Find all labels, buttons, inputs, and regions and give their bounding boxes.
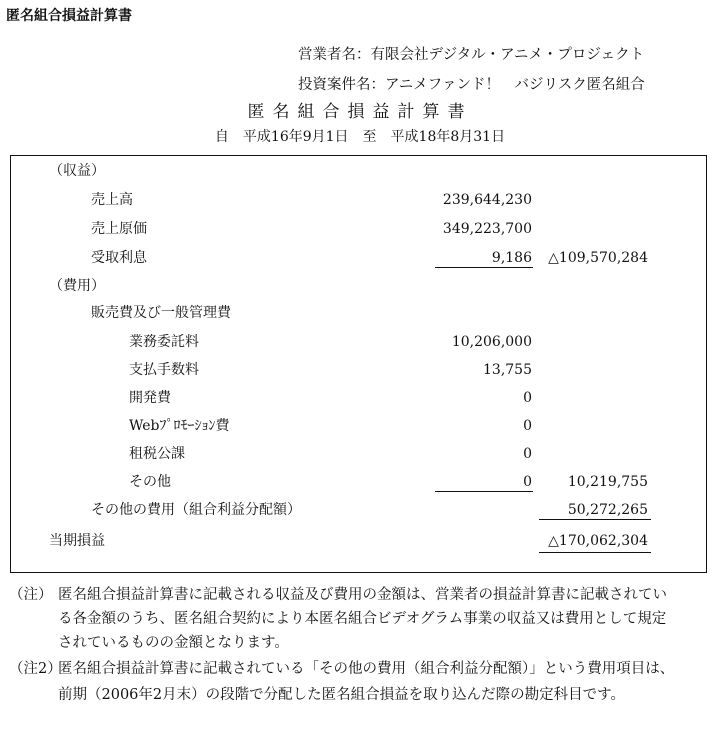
table-row-outsourcing-fee — [11, 329, 708, 355]
footnote-number: （注） — [9, 587, 53, 603]
row-label: 業務委託料 — [129, 334, 199, 350]
table-row-sga — [11, 300, 708, 326]
subtotal-underline — [435, 491, 533, 492]
case-name: 投資案件名：アニメファンド！ バジリスク匿名組合 — [298, 77, 645, 93]
row-label: 売上原価 — [91, 221, 147, 237]
grand-total-underline — [539, 552, 651, 553]
income-statement-table — [10, 155, 707, 573]
statement-period: 自 平成16年9月1日 至 平成18年8月31日 — [214, 129, 506, 145]
table-row-net-income — [11, 528, 708, 554]
row-label: （費用） — [49, 278, 105, 294]
row-label: 当期損益 — [49, 533, 105, 549]
row-amount: 0 — [523, 418, 532, 434]
table-row-interest-received — [11, 245, 708, 271]
row-label: 支払手数料 — [129, 362, 199, 378]
row-amount: 9,186 — [491, 250, 532, 266]
row-label: その他 — [129, 474, 171, 490]
statement-title: 匿名組合損益計算書 — [247, 102, 473, 122]
row-total: △170,062,304 — [548, 533, 648, 549]
row-amount: 13,755 — [483, 362, 532, 378]
footnote-line: 前期（2006年2月末）の段階で分配した匿名組合損益を取り込んだ際の勘定科目です。 — [58, 687, 625, 703]
table-row-taxes — [11, 441, 708, 467]
row-amount: 239,644,230 — [442, 192, 532, 208]
footnote-line: る各金額のうち、匿名組合契約により本匿名組合ビデオグラム事業の収益又は費用として規定 — [58, 611, 667, 627]
row-label: Webﾌﾟﾛﾓｰｼｮﾝ費 — [129, 418, 230, 434]
row-label: 租税公課 — [129, 446, 185, 462]
row-label: （収益） — [49, 163, 105, 179]
row-total: △109,570,284 — [548, 250, 648, 266]
document-label: 匿名組合損益計算書 — [6, 8, 132, 24]
footnote-line: されているものの金額となります。 — [58, 635, 289, 651]
row-amount: 0 — [523, 446, 532, 462]
row-amount: 0 — [523, 390, 532, 406]
section-header-expenses — [11, 273, 708, 299]
footnote-number: （注2） — [9, 661, 62, 677]
footnote-line: 匿名組合損益計算書に記載されている「その他の費用（組合利益分配額）」という費用項目は、 — [58, 661, 675, 677]
row-label: その他の費用（組合利益分配額） — [91, 502, 301, 518]
row-amount: 10,206,000 — [451, 334, 532, 350]
row-label: 受取利息 — [91, 250, 147, 266]
row-amount: 349,223,700 — [442, 221, 532, 237]
row-amount: 0 — [523, 474, 532, 490]
table-row-web-promotion — [11, 413, 708, 439]
row-label: 開発費 — [129, 390, 171, 406]
table-row-sales — [11, 187, 708, 213]
table-row-cost-of-sales — [11, 216, 708, 242]
footnote-line: 匿名組合損益計算書に記載される収益及び費用の金額は、営業者の損益計算書に記載されてい — [58, 587, 667, 603]
row-label: 販売費及び一般管理費 — [91, 305, 231, 321]
table-row-other — [11, 469, 708, 495]
row-total: 50,272,265 — [567, 502, 648, 518]
row-total: 10,219,755 — [567, 474, 648, 490]
row-label: 売上高 — [91, 192, 133, 208]
operator-name: 営業者名：有限会社デジタル・アニメ・プロジェクト — [298, 47, 645, 63]
table-row-commission-fee — [11, 357, 708, 383]
subtotal-underline — [435, 267, 533, 268]
table-row-development-cost — [11, 385, 708, 411]
total-underline — [539, 519, 651, 520]
section-header-revenue — [11, 158, 708, 184]
